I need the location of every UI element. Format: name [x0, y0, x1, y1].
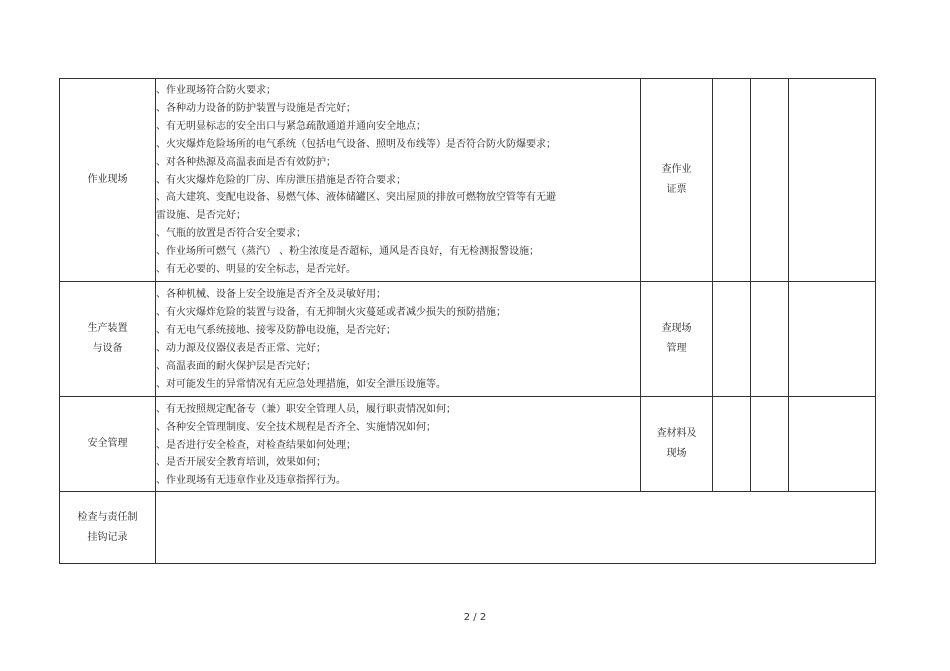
category-label: 安全管理	[87, 438, 128, 449]
table-row-safety-management	[60, 397, 876, 492]
method-line: 查作业	[661, 164, 692, 175]
inspection-item: 、有无明显标志的安全出口与紧急疏散通道并通向安全地点；	[156, 120, 426, 132]
method-cell	[641, 282, 713, 397]
inspection-item: 、作业场所可燃气（蒸汽） 、粉尘浓度是否超标，通风是否良好，有无检测报警设施；	[156, 246, 540, 258]
inspection-item: 、高温表面的耐火保护层是否完好；	[156, 360, 316, 372]
empty-cell	[789, 79, 876, 282]
inspection-items-cell	[156, 397, 641, 492]
table-row-work-site	[60, 79, 876, 282]
category-cell	[60, 282, 156, 397]
inspection-item: 雷设施、是否完好；	[156, 210, 246, 222]
category-cell	[60, 397, 156, 492]
inspection-item: 、气瓶的放置是否符合安全要求；	[156, 228, 306, 240]
inspection-item: 、各种动力设备的防护装置与设施是否完好；	[156, 102, 356, 114]
category-label: 与设备	[92, 343, 123, 354]
inspection-item: 、各种机械、设备上安全设施是否齐全及灵敏好用；	[156, 289, 386, 301]
empty-cell	[713, 282, 751, 397]
empty-cell	[789, 397, 876, 492]
page-number: 2 / 2	[463, 612, 487, 623]
inspection-item: 、有无按照规定配备专（兼）职安全管理人员，履行职责情况如何；	[156, 403, 456, 415]
inspection-item: 、有火灾爆炸危险的装置与设备，有无抑制火灾蔓延或者减少损失的预防措施；	[156, 307, 506, 319]
inspection-item: 、对各种热源及高温表面是否有效防护；	[156, 156, 336, 168]
category-cell	[60, 79, 156, 282]
inspection-items-cell	[156, 282, 641, 397]
inspection-item: 、有火灾爆炸危险的厂房、库房泄压措施是否符合要求；	[156, 174, 406, 186]
inspection-item: 、对可能发生的异常情况有无应急处理措施，如安全泄压设施等。	[156, 378, 446, 390]
empty-cell	[713, 79, 751, 282]
record-label: 检查与责任制	[77, 511, 138, 523]
inspection-item: 、高大建筑、变配电设备、易燃气体、液体储罐区、突出屋顶的排放可燃物放空管等有无避	[156, 192, 556, 204]
category-label: 作业现场	[87, 174, 128, 185]
inspection-item: 、作业现场符合防火要求；	[156, 85, 276, 97]
record-content-cell	[156, 492, 876, 564]
table-row-record	[60, 492, 876, 564]
method-line: 现场	[666, 448, 687, 459]
inspection-item: 、有无必要的、明显的安全标志，是否完好。	[156, 264, 356, 276]
method-line: 证票	[666, 184, 687, 195]
inspection-item: 、是否进行安全检查，对检查结果如何处理；	[156, 439, 356, 451]
method-cell	[641, 79, 713, 282]
inspection-item: 、有无电气系统接地、接零及防静电设施，是否完好；	[156, 325, 396, 337]
safety-inspection-table	[59, 78, 876, 564]
inspection-item: 、各种安全管理制度、安全技术规程是否齐全、实施情况如何；	[156, 421, 436, 433]
empty-cell	[751, 397, 789, 492]
category-label: 生产装置	[87, 323, 128, 334]
empty-cell	[751, 282, 789, 397]
method-line: 查现场	[661, 323, 692, 334]
method-cell	[641, 397, 713, 492]
inspection-item: 、火灾爆炸危险场所的电气系统（包括电气设备、照明及布线等）是否符合防火防爆要求；	[156, 138, 556, 150]
method-line: 管理	[666, 343, 687, 354]
empty-cell	[789, 282, 876, 397]
method-line: 查材料及	[656, 428, 697, 439]
record-label-cell	[60, 492, 156, 564]
empty-cell	[751, 79, 789, 282]
table-row-production-equipment	[60, 282, 876, 397]
inspection-item: 、动力源及仪器仪表是否正常、完好；	[156, 343, 326, 354]
empty-cell	[713, 397, 751, 492]
inspection-item: 、作业现场有无违章作业及违章指挥行为。	[156, 475, 346, 487]
record-label: 挂钩记录	[87, 531, 128, 543]
inspection-items-cell	[156, 79, 641, 282]
inspection-item: 、是否开展安全教育培训，效果如何；	[156, 457, 326, 469]
